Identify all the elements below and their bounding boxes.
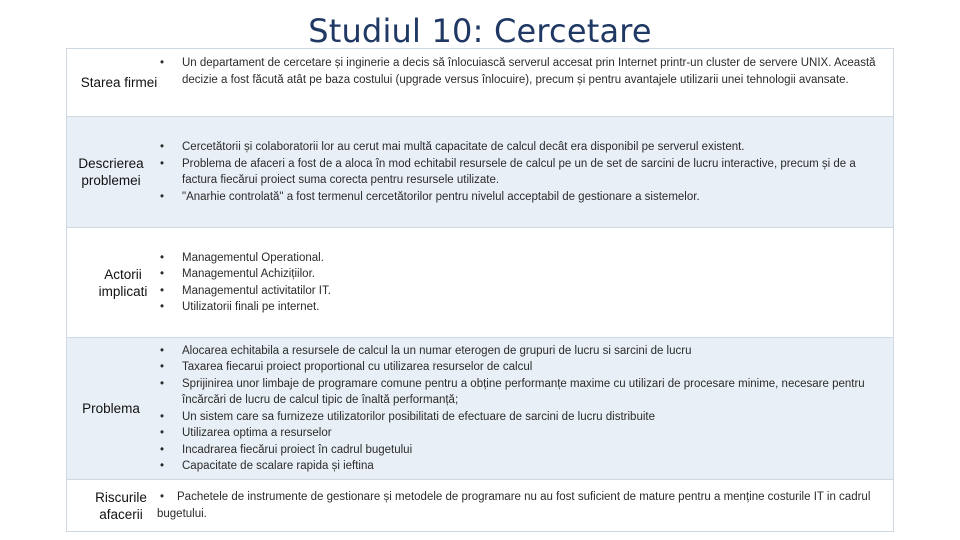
list-item: • Managementul activitatilor IT. bbox=[157, 283, 887, 300]
slide-title: Studiul 10: Cercetare bbox=[308, 12, 652, 50]
list-item: • Alocarea echitabila a resursele de calcul la un numar eterogen de grupuri de lucru si sarcini de lucru bbox=[157, 343, 887, 360]
row-label: Starea firmei bbox=[80, 75, 158, 90]
list-item: • Cercetătorii și colaboratorii lor au cerut mai multă capacitate de calcul decât era disponibil pe serverul existent. bbox=[157, 139, 887, 156]
list-item: • Pachetele de instrumente de gestionare și metodele de programare nu au fost suficient de mature pentru a menține costurile IT in cadrul bugetului. bbox=[157, 491, 871, 520]
bullet-list bbox=[157, 250, 887, 316]
row-content bbox=[157, 117, 887, 227]
table-row-problema bbox=[67, 337, 893, 479]
list-item: • Managementul Operational. bbox=[157, 250, 887, 267]
bullet-list bbox=[157, 55, 887, 88]
list-item: • Utilizatorii finali pe internet. bbox=[157, 299, 887, 316]
row-content bbox=[157, 338, 887, 479]
row-content bbox=[157, 228, 887, 337]
list-item: • Problema de afaceri a fost de a aloca în mod echitabil resursele de calcul pe un de set de sarcini de lucru interactive, precum și de a factura fiecărui proiect suma corecta pentru resursele utilizate. bbox=[157, 156, 887, 189]
list-item: • "Anarhie controlată" a fost termenul cercetătorilor pentru nivelul acceptabil de gestionare a sistemelor. bbox=[157, 189, 887, 206]
row-label: Problema bbox=[82, 401, 140, 416]
list-item: • Incadrarea fiecărui proiect în cadrul bugetului bbox=[157, 442, 887, 459]
row-label: Actorii implicati bbox=[98, 266, 148, 299]
case-study-table bbox=[66, 48, 894, 532]
list-item: • Capacitate de scalare rapida și ieftina bbox=[157, 458, 887, 475]
list-item: • Sprijinirea unor limbaje de programare comune pentru a obține performanțe maxime cu utilizari de procesare minime, necesare pentru încărcări de lucru de calcul tipic de înaltă performanță; bbox=[157, 376, 887, 409]
bullet-icon: • bbox=[160, 491, 165, 503]
list-item: • Managementul Achizițiilor. bbox=[157, 266, 887, 283]
list-item: • Utilizarea optima a resurselor bbox=[157, 425, 887, 442]
list-item: • Un sistem care sa furnizeze utilizatorilor posibilitati de efectuare de sarcini de lucru distribuite bbox=[157, 409, 887, 426]
table-row-starea-firmei bbox=[67, 49, 893, 116]
row-label: Descrierea problemei bbox=[78, 156, 144, 188]
bullet-list bbox=[157, 139, 887, 205]
row-label: Riscurile afacerii bbox=[95, 489, 147, 522]
table-row-riscurile-afacerii bbox=[67, 479, 893, 531]
list-item: • Taxarea fiecarui proiect proportional cu utilizarea resurselor de calcul bbox=[157, 359, 887, 376]
row-content bbox=[157, 49, 887, 116]
row-content bbox=[157, 480, 887, 531]
bullet-list bbox=[157, 343, 887, 475]
table-row-actorii-implicati bbox=[67, 227, 893, 337]
list-item: • Un departament de cercetare și inginerie a decis să înlocuiască serverul accesat prin Internet printr-un cluster de servere UNIX. Această decizie a fost făcută atât pe baza costului (upgrade versus înlocuire), precum și pentru avantajele utilizarii unei tehnologii avansate. bbox=[157, 55, 887, 88]
table-row-descrierea-problemei bbox=[67, 116, 893, 227]
